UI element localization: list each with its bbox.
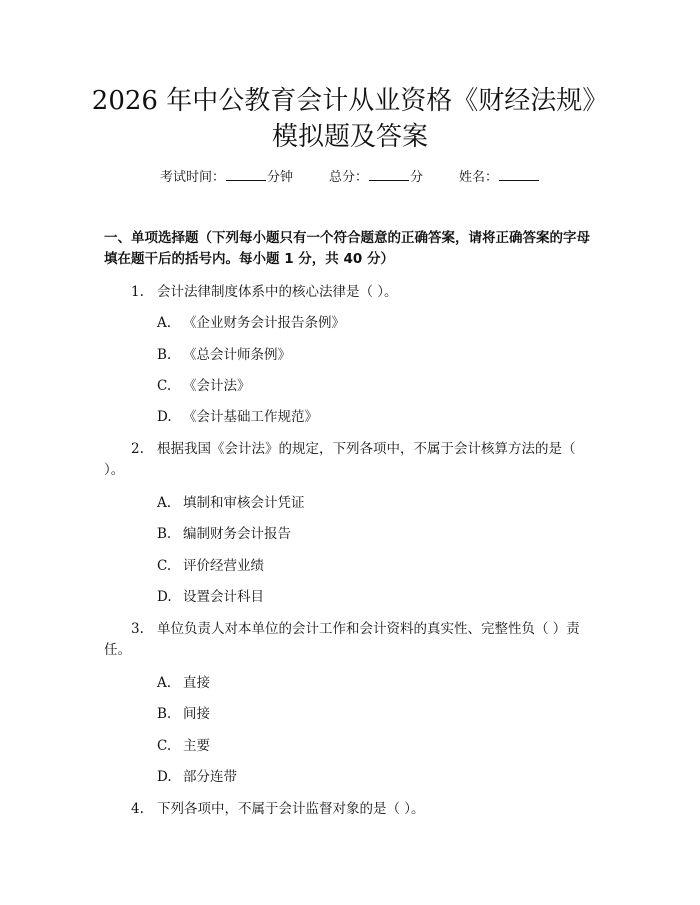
question-2 bbox=[104, 439, 598, 481]
exam-time-blank bbox=[226, 168, 266, 181]
question-number: 4. bbox=[131, 801, 144, 817]
option-text: 《会计基础工作规范》 bbox=[183, 409, 318, 425]
option-1c bbox=[157, 376, 251, 396]
question-text: 单位负责人对本单位的会计工作和会计资料的真实性、完整性负（ ）责任。 bbox=[104, 621, 580, 658]
exam-score-blank bbox=[369, 168, 409, 181]
question-text: 下列各项中，不属于会计监督对象的是（ ）。 bbox=[157, 801, 425, 817]
option-text: 《总会计师条例》 bbox=[183, 347, 291, 363]
option-letter: B. bbox=[157, 706, 172, 722]
option-text: 设置会计科目 bbox=[183, 589, 264, 605]
exam-time-label: 考试时间： bbox=[159, 170, 225, 185]
option-letter: D. bbox=[157, 409, 172, 425]
option-3d bbox=[157, 767, 237, 787]
exam-score-label: 总分： bbox=[328, 170, 368, 185]
exam-name bbox=[459, 168, 540, 187]
option-text: 间接 bbox=[183, 706, 210, 722]
option-1b bbox=[157, 345, 291, 365]
option-letter: C. bbox=[157, 738, 172, 754]
page-subtitle: 模拟题及答案 bbox=[271, 122, 428, 152]
option-3a bbox=[157, 673, 210, 693]
option-letter: B. bbox=[157, 526, 172, 542]
page-title: 2026 年中公教育会计从业资格《财经法规》 bbox=[91, 86, 609, 116]
option-2b bbox=[157, 524, 291, 544]
option-letter: D. bbox=[157, 589, 172, 605]
option-text: 编制财务会计报告 bbox=[183, 526, 291, 542]
option-text: 《会计法》 bbox=[183, 378, 251, 394]
option-text: 《企业财务会计报告条例》 bbox=[183, 315, 345, 331]
option-text: 填制和审核会计凭证 bbox=[183, 495, 305, 511]
exam-time-unit: 分钟 bbox=[266, 170, 293, 185]
question-4 bbox=[104, 799, 598, 820]
option-3c bbox=[157, 736, 210, 756]
exam-meta bbox=[0, 168, 700, 187]
option-text: 直接 bbox=[183, 675, 210, 691]
option-text: 评价经营业绩 bbox=[183, 558, 264, 574]
option-letter: A. bbox=[157, 315, 172, 331]
option-1a bbox=[157, 313, 345, 333]
question-1 bbox=[104, 282, 598, 303]
option-text: 部分连带 bbox=[183, 769, 237, 785]
option-1d bbox=[157, 407, 318, 427]
option-2c bbox=[157, 556, 264, 576]
option-text: 主要 bbox=[183, 738, 210, 754]
option-letter: B. bbox=[157, 347, 172, 363]
option-letter: C. bbox=[157, 378, 172, 394]
question-3 bbox=[104, 619, 598, 661]
option-letter: C. bbox=[157, 558, 172, 574]
exam-score bbox=[329, 168, 423, 187]
question-number: 2. bbox=[131, 441, 144, 457]
question-number: 3. bbox=[131, 621, 144, 637]
section-heading: 一、单项选择题（下列每小题只有一个符合题意的正确答案，请将正确答案的字母填在题干后的括号内。每小题 1 分，共 40 分） bbox=[104, 230, 590, 267]
option-2d bbox=[157, 587, 264, 607]
option-2a bbox=[157, 493, 305, 513]
question-number: 1. bbox=[131, 284, 144, 300]
option-letter: D. bbox=[157, 769, 172, 785]
exam-score-unit: 分 bbox=[410, 170, 424, 185]
exam-name-blank bbox=[499, 168, 539, 181]
exam-time bbox=[160, 168, 293, 187]
question-text: 根据我国《会计法》的规定，下列各项中，不属于会计核算方法的是（ ）。 bbox=[104, 441, 576, 478]
option-3b bbox=[157, 704, 210, 724]
question-text: 会计法律制度体系中的核心法律是（ ）。 bbox=[157, 284, 398, 300]
option-letter: A. bbox=[157, 675, 172, 691]
option-letter: A. bbox=[157, 495, 172, 511]
exam-name-label: 姓名： bbox=[459, 170, 499, 185]
